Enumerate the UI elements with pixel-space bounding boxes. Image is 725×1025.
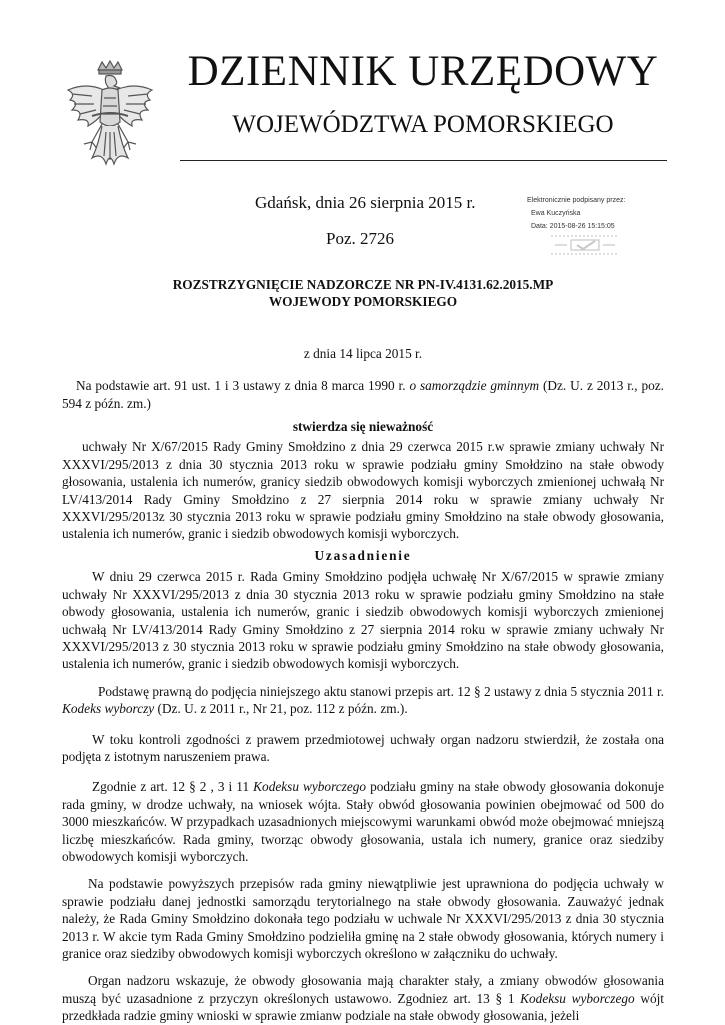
justification-paragraph-1: W dniu 29 czerwca 2015 r. Rada Gminy Smołdzino podjęła uchwałę Nr X/67/2015 w sprawie zmiany uchwały Nr XXXVI/295/2013 z dnia 30 stycznia 2013 roku w sprawie podziału gminy Smołdzino na stałe obwody głosowania, ustalenia ich numerów, granic i siedzib obwodowych komisji wyborczych zmienionej uchwałą Nr LV/413/2014 Rady Gminy Smołdzino z 27 sierpnia 2014 roku w sprawie zmiany uchwały Nr XXXVI/295/2013 z 30 stycznia 2013 roku w sprawie podziału gminy Smołdzino na stałe obwody głosowania, ustalenia ich numerów, granic i siedzib obwodowych komisji wyborczych. bbox=[62, 569, 664, 672]
electronic-signature bbox=[527, 197, 662, 259]
justification-paragraph-6: Organ nadzoru wskazuje, że obwody głosowania mają charakter stały, a zmiany obwodów głosowania muszą być uzasadnione z przyczyn określonych ustawowo. Zgodniez art. 13 § 1 Kodeksu wyborczego wójt przedkłada radzie gminy wnioski w sprawie zmianw podziale na stałe obwody głosowania, jeżeli bbox=[62, 973, 664, 1024]
journal-title: DZIENNIK URZĘDOWY bbox=[187, 48, 659, 95]
document-heading-line1: ROZSTRZYGNIĘCIE NADZORCZE NR PN-IV.4131.62.2015.MP bbox=[172, 277, 554, 292]
document-date: z dnia 14 lipca 2015 r. bbox=[303, 345, 423, 361]
justification-paragraph-5: Na podstawie powyższych przepisów rada gminy niewątpliwie jest uprawniona do podjęcia uchwały w sprawie podziału danej jednostki samorządu terytorialnego na stałe obwody głosowania. Zauważyć jednak należy, że Rada Gminy Smołdzino dokonała tego podziału w uchwale Nr XXXVI/295/2013 z dnia 30 stycznia 2013 r. W akcie tym Rada Gminy Smołdzino podzieliła gminę na 2 stałe obwody głosowania, których numery i granice oraz siedziby obwodowych komisji wyborczych określono w załączniku do uchwały. bbox=[62, 876, 664, 961]
justification-paragraph-3: W toku kontroli zgodności z prawem przedmiotowej uchwały organ nadzoru stwierdził, że została ona podjęta z istotnym naruszeniem prawa. bbox=[62, 731, 664, 764]
signature-signer: Ewa Kuczyńska bbox=[531, 210, 581, 217]
resolution-paragraph: uchwały Nr X/67/2015 Rady Gminy Smołdzino z dnia 29 czerwca 2015 r.w sprawie zmiany uchwały Nr XXXVI/295/2013 z dnia 30 stycznia 2013 roku w sprawie podziału gminy Smołdzino na stałe obwody głosowania, ustalenia ich numerów, granicy siedzib obwodowych komisji wyborczych zmienionej uchwałą Nr LV/413/2014 Rady Gminy Smołdzino z 27 sierpnia 2014 roku w sprawie zmiany uchwały Nr XXXVI/295/2013z 30 stycznia 2013 roku w sprawie podziału gminy Smołdzino na stałe obwody głosowania, ustalenia ich numerów, granic i siedzib obwodowych komisji wyborczych. bbox=[62, 439, 664, 542]
justification-paragraph-2: Podstawę prawną do podjęcia niniejszego aktu stanowi przepis art. 12 § 2 ustawy z dnia 5 stycznia 2011 r. Kodeks wyborczy (Dz. U. z 2011 r., Nr 21, poz. 112 z późn. zm.). bbox=[62, 683, 664, 717]
signature-checkmark-icon bbox=[549, 232, 621, 258]
position-number: Poz. 2726 bbox=[326, 229, 394, 248]
signature-label: Elektronicznie podpisany przez: bbox=[527, 197, 626, 204]
place-date: Gdańsk, dnia 26 sierpnia 2015 r. bbox=[255, 193, 476, 212]
legal-basis-paragraph: Na podstawie art. 91 ust. 1 i 3 ustawy z dnia 8 marca 1990 r. o samorządzie gminnym (Dz. U. z 2013 r., poz. 594 z późn. zm.) bbox=[62, 378, 664, 411]
document-heading-line2: WOJEWODY POMORSKIEGO bbox=[268, 294, 458, 310]
polish-eagle-emblem-icon bbox=[62, 60, 158, 172]
journal-subtitle: WOJEWÓDZTWA POMORSKIEGO bbox=[232, 111, 614, 138]
signature-date: Data: 2015-08-26 15:15:05 bbox=[531, 223, 615, 230]
header-divider bbox=[180, 160, 667, 161]
document-body bbox=[62, 276, 664, 1025]
justification-heading: Uzasadnienie bbox=[314, 547, 412, 563]
declaration-heading: stwierdza się nieważność bbox=[292, 419, 434, 435]
justification-paragraph-4: Zgodnie z art. 12 § 2 , 3 i 11 Kodeksu wyborczego podziału gminy na stałe obwody głosowania dokonuje rada gminy, w drodze uchwały, na wniosek wójta. Stały obwód głosowania powinien obejmować od 500 do 3000 mieszkańców. W przypadkach uzasadnionych miejscowymi warunkami obwód może obejmować mniejszą liczbę mieszkańców. Rada gminy, tworząc obwody głosowania, ustala ich numery, granice oraz siedziby obwodowych komisji wyborczych. bbox=[62, 779, 665, 864]
